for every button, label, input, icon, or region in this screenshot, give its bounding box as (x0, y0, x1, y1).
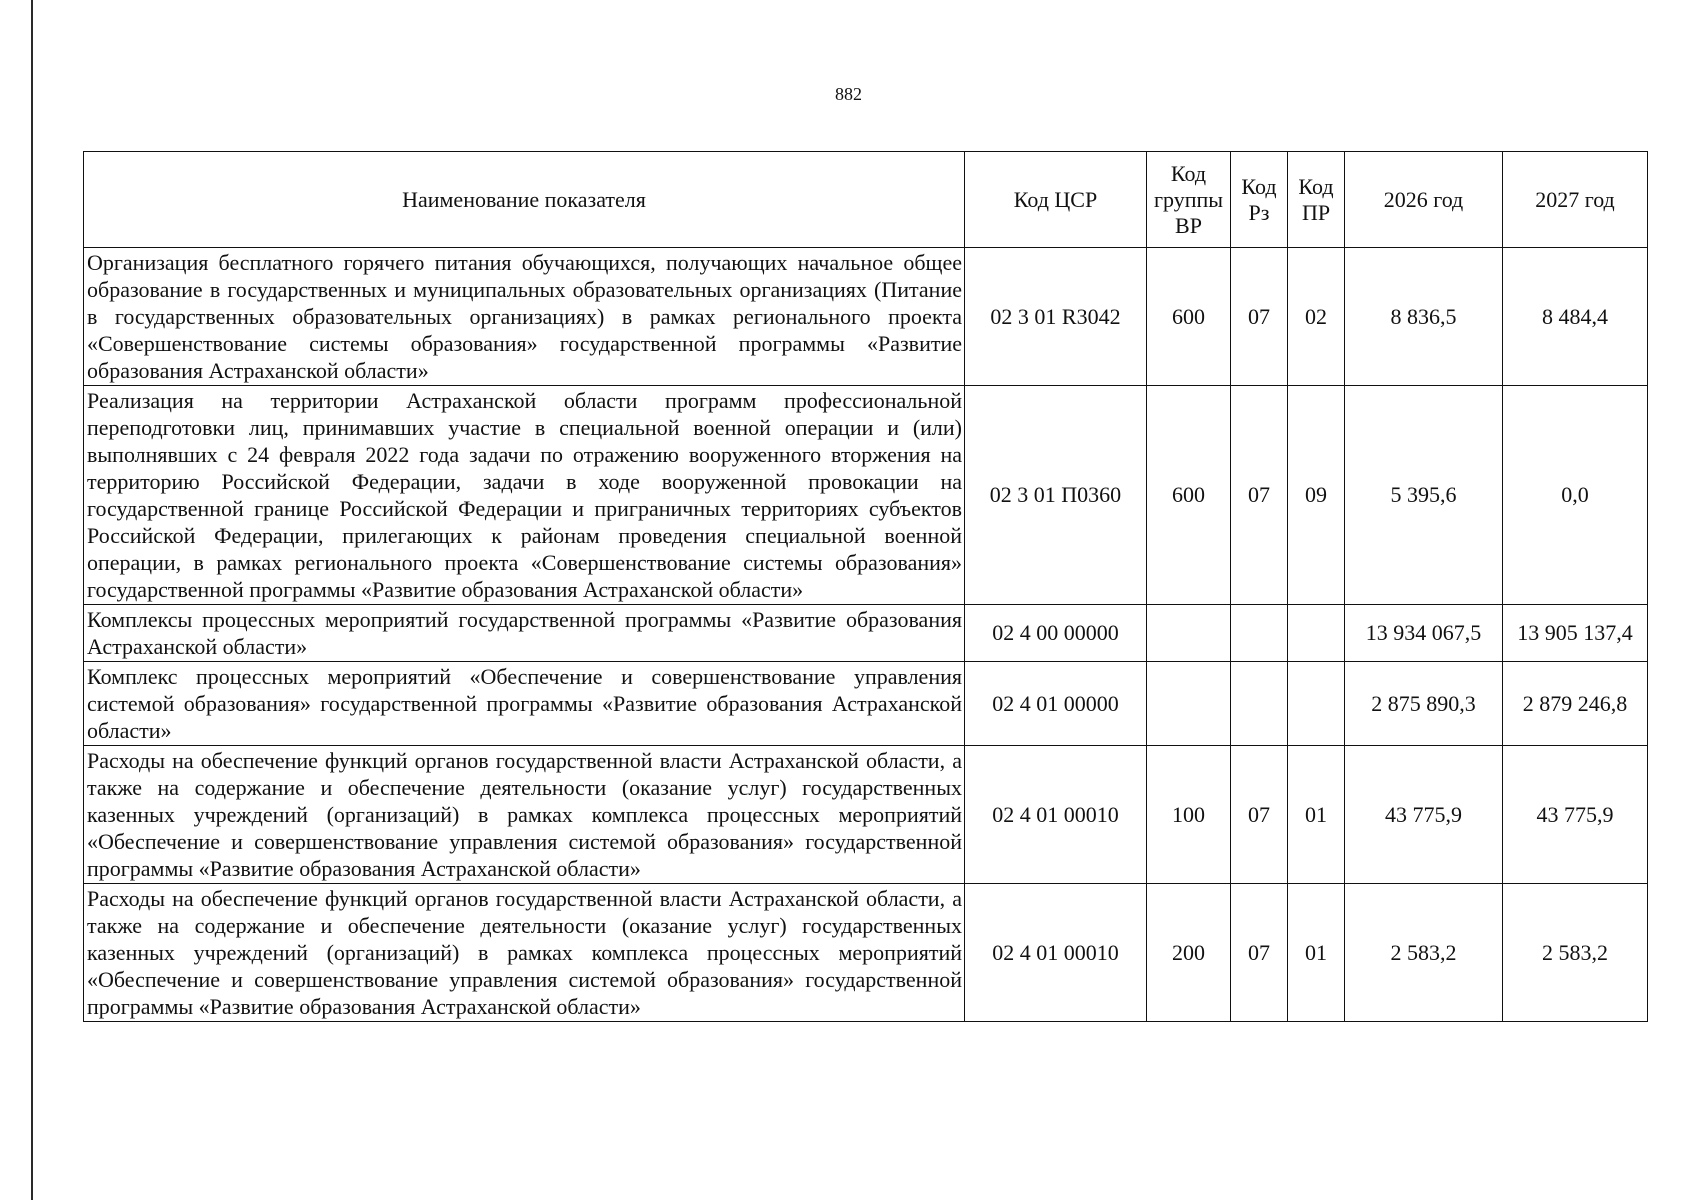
header-2026: 2026 год (1345, 152, 1503, 248)
row-pr: 09 (1288, 386, 1345, 605)
table-row (84, 248, 1648, 386)
row-2027: 2 879 246,8 (1503, 662, 1648, 746)
binding-margin-line (31, 0, 33, 1200)
row-rz: 07 (1231, 248, 1288, 386)
row-2026: 2 875 890,3 (1345, 662, 1503, 746)
row-csr: 02 4 01 00010 (965, 746, 1147, 884)
row-name: Организация бесплатного горячего питания обучающихся, получающих начальное общее образование в государственных и муниципальных образовательных организациях (Питание в государственных образовательных организациях) в рамках регионального проекта «Совершенствование системы образования» государственной программы «Развитие образования Астраханской области» (84, 248, 965, 386)
row-vr (1147, 662, 1231, 746)
row-csr: 02 4 01 00010 (965, 884, 1147, 1022)
header-pr: Код ПР (1288, 152, 1345, 248)
row-vr: 200 (1147, 884, 1231, 1022)
row-name: Расходы на обеспечение функций органов государственной власти Астраханской области, а также на содержание и обеспечение деятельности (оказание услуг) государственных казенных учреждений (организаций) в рамках комплекса процессных мероприятий «Обеспечение и совершенствование управления системой образования» государственной программы «Развитие образования Астраханской области» (84, 746, 965, 884)
row-name: Реализация на территории Астраханской области программ профессиональной переподготовки лиц, принимавших участие в специальной военной операции и (или) выполнявших с 24 февраля 2022 года задачи по отражению вооруженного вторжения на территорию Российской Федерации, задачи в ходе вооруженной провокации на государственной границе Российской Федерации и приграничных территориях субъектов Российской Федерации, прилегающих к районам проведения специальной военной операции, в рамках регионального проекта «Совершенствование системы образования» государственной программы «Развитие образования Астраханской области» (84, 386, 965, 605)
row-vr: 100 (1147, 746, 1231, 884)
row-pr: 01 (1288, 884, 1345, 1022)
row-rz: 07 (1231, 884, 1288, 1022)
row-2027: 8 484,4 (1503, 248, 1648, 386)
row-csr: 02 4 01 00000 (965, 662, 1147, 746)
row-2026: 13 934 067,5 (1345, 605, 1503, 662)
row-2027: 43 775,9 (1503, 746, 1648, 884)
page-number: 882 (835, 84, 862, 104)
row-2027: 0,0 (1503, 386, 1648, 605)
header-csr: Код ЦСР (965, 152, 1147, 248)
row-pr: 01 (1288, 746, 1345, 884)
row-rz (1231, 662, 1288, 746)
row-pr: 02 (1288, 248, 1345, 386)
row-2027: 2 583,2 (1503, 884, 1648, 1022)
row-2026: 8 836,5 (1345, 248, 1503, 386)
table-row (84, 884, 1648, 1022)
row-2026: 2 583,2 (1345, 884, 1503, 1022)
row-vr: 600 (1147, 386, 1231, 605)
row-rz (1231, 605, 1288, 662)
row-csr: 02 3 01 R3042 (965, 248, 1147, 386)
header-name: Наименование показателя (84, 152, 965, 248)
row-name: Комплексы процессных мероприятий государственной программы «Развитие образования Астраханской области» (84, 605, 965, 662)
row-pr (1288, 605, 1345, 662)
row-vr (1147, 605, 1231, 662)
header-2027: 2027 год (1503, 152, 1648, 248)
row-2027: 13 905 137,4 (1503, 605, 1648, 662)
table-row (84, 386, 1648, 605)
row-csr: 02 4 00 00000 (965, 605, 1147, 662)
row-2026: 5 395,6 (1345, 386, 1503, 605)
header-vr: Код группы ВР (1147, 152, 1231, 248)
budget-table (83, 151, 1648, 1022)
table-row (84, 746, 1648, 884)
row-pr (1288, 662, 1345, 746)
row-rz: 07 (1231, 746, 1288, 884)
table-header-row (84, 152, 1648, 248)
row-2026: 43 775,9 (1345, 746, 1503, 884)
row-csr: 02 3 01 П0360 (965, 386, 1147, 605)
row-vr: 600 (1147, 248, 1231, 386)
header-rz: Код Рз (1231, 152, 1288, 248)
table-row (84, 605, 1648, 662)
row-name: Комплекс процессных мероприятий «Обеспечение и совершенствование управления системой образования» государственной программы «Развитие образования Астраханской области» (84, 662, 965, 746)
table-row (84, 662, 1648, 746)
row-rz: 07 (1231, 386, 1288, 605)
row-name: Расходы на обеспечение функций органов государственной власти Астраханской области, а также на содержание и обеспечение деятельности (оказание услуг) государственных казенных учреждений (организаций) в рамках комплекса процессных мероприятий «Обеспечение и совершенствование управления системой образования» государственной программы «Развитие образования Астраханской области» (84, 884, 965, 1022)
